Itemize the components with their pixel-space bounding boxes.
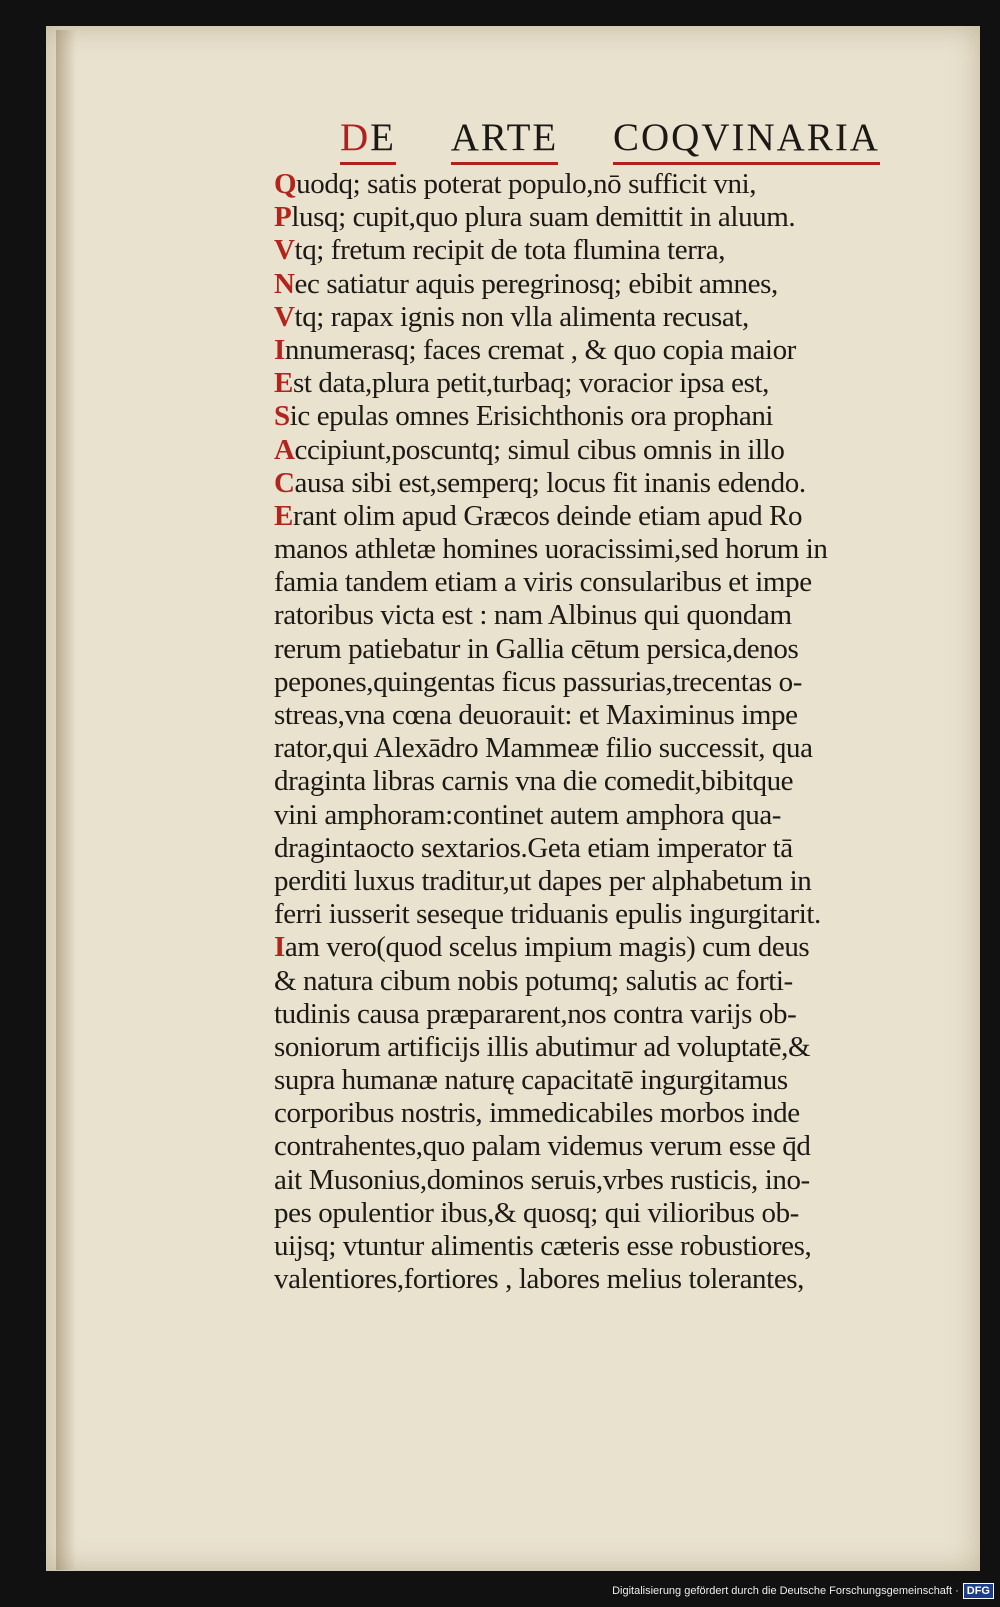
line-text: ratoribus victa est : nam Albinus qui quondam <box>274 599 792 632</box>
text-line <box>274 1197 956 1230</box>
line-text: lusq; cupit,quo plura suam demittit in aluum. <box>291 201 796 234</box>
line-text: corporibus nostris, immedicabiles morbos inde <box>274 1097 800 1130</box>
text-line <box>274 201 956 234</box>
text-line <box>274 732 956 765</box>
rubricated-initial: V <box>274 234 295 267</box>
line-text: dragintaocto sextarios.Geta etiam imperator tā <box>274 831 793 864</box>
text-line <box>274 1263 956 1296</box>
digitization-footer <box>612 1581 994 1601</box>
text-line <box>274 832 956 865</box>
text-line <box>274 1031 956 1064</box>
line-text: pepones,quingentas ficus passurias,trecentas o- <box>274 665 803 698</box>
line-text: rator,qui Alexādro Mammeæ filio successit, qua <box>274 732 813 765</box>
line-text: uijsq; vtuntur alimentis cæteris esse robustiores, <box>274 1230 812 1262</box>
line-text: ec satiatur aquis peregrinosq; ebibit amnes, <box>294 267 778 300</box>
text-line <box>274 168 956 201</box>
text-line <box>274 334 956 367</box>
rubricated-initial: S <box>274 400 290 433</box>
text-line <box>274 1130 956 1163</box>
page-gutter-shadow <box>56 30 76 1570</box>
text-line <box>274 434 956 467</box>
text-block <box>274 168 956 1296</box>
line-text: tq; fretum recipit de tota flumina terra, <box>294 234 726 267</box>
footer-credit: Digitalisierung gefördert durch die Deutsche Forschungsgemeinschaft · <box>612 1585 959 1597</box>
line-text: supra humanæ naturę capacitatē ingurgitamus <box>274 1064 788 1097</box>
line-text: famia tandem etiam a viris consularibus et impe <box>274 566 812 599</box>
line-text: pes opulentior ibus,& quosq; qui vilioribus ob- <box>274 1196 799 1229</box>
line-text: vini amphoram:continet autem amphora qua- <box>274 798 782 831</box>
line-text: st data,plura petit,turbaq; voracior ipsa est, <box>292 367 770 400</box>
text-line <box>274 799 956 832</box>
rubricated-initial: C <box>274 466 295 499</box>
line-text: am vero(quod scelus impium magis) cum deus <box>284 931 810 964</box>
text-line <box>274 1064 956 1097</box>
text-line <box>274 400 956 433</box>
title-word-arte: ARTE <box>451 115 558 165</box>
line-text: ic epulas omnes Erisichthonis ora prophani <box>289 400 774 433</box>
running-title <box>340 115 880 165</box>
rubricated-initial: V <box>274 300 295 333</box>
text-line <box>274 633 956 666</box>
text-line <box>274 566 956 599</box>
title-word-coqvinaria: COQVINARIA <box>613 115 880 165</box>
text-line <box>274 699 956 732</box>
text-line <box>274 666 956 699</box>
text-line <box>274 367 956 400</box>
text-line <box>274 533 956 566</box>
line-text: manos athletæ homines uoracissimi,sed horum in <box>274 533 828 566</box>
text-line <box>274 500 956 533</box>
line-text: valentiores,fortiores , labores melius tolerantes, <box>274 1263 805 1296</box>
line-text: ccipiunt,poscuntq; simul cibus omnis in illo <box>294 433 785 466</box>
text-line <box>274 998 956 1031</box>
dfg-logo: DFG <box>963 1583 994 1599</box>
line-text: tq; rapax ignis non vlla alimenta recusat, <box>294 300 749 333</box>
text-line <box>274 765 956 798</box>
text-line <box>274 301 956 334</box>
text-line <box>274 1230 956 1263</box>
rubricated-initial: P <box>274 201 292 234</box>
rubricated-initial: N <box>274 267 295 300</box>
text-line <box>274 234 956 267</box>
rubricated-initial: A <box>274 433 295 466</box>
text-line <box>274 467 956 500</box>
text-line <box>274 965 956 998</box>
text-line <box>274 1097 956 1130</box>
text-line <box>274 599 956 632</box>
text-line <box>274 1164 956 1197</box>
line-text: draginta libras carnis vna die comedit,bibitque <box>274 765 794 798</box>
line-text: perditi luxus traditur,ut dapes per alphabetum in <box>274 864 812 897</box>
text-line <box>274 865 956 898</box>
text-line <box>274 898 956 931</box>
line-text: streas,vna cœna deuorauit: et Maximinus impe <box>274 699 798 731</box>
rubricated-initial: E <box>274 367 293 400</box>
rubricated-initial: Q <box>274 168 297 200</box>
line-text: & natura cibum nobis potumq; salutis ac forti- <box>274 964 793 997</box>
line-text: tudinis causa præpararent,nos contra varijs ob- <box>274 997 797 1030</box>
line-text: nnumerasq; faces cremat , & quo copia maior <box>284 333 796 366</box>
rubricated-initial: I <box>274 333 285 366</box>
line-text: contrahentes,quo palam videmus verum esse q̄d <box>274 1130 811 1163</box>
title-word-de: DE <box>340 115 396 165</box>
rubricated-initial: E <box>274 499 293 532</box>
line-text: ait Musonius,dominos seruis,vrbes rusticis, ino- <box>274 1163 810 1196</box>
text-line <box>274 268 956 301</box>
line-text: uodq; satis poterat populo,nō sufficit vni, <box>296 168 757 200</box>
line-text: rerum patiebatur in Gallia cētum persica,denos <box>274 632 799 665</box>
line-text: soniorum artificijs illis abutimur ad voluptatē,& <box>274 1030 811 1063</box>
line-text: ausa sibi est,semperq; locus fit inanis edendo. <box>294 466 806 499</box>
text-line <box>274 931 956 964</box>
line-text: ferri iusserit seseque triduanis epulis ingurgitarit. <box>274 898 821 931</box>
rubricated-initial: I <box>274 931 285 964</box>
line-text: rant olim apud Græcos deinde etiam apud Ro <box>292 499 803 532</box>
